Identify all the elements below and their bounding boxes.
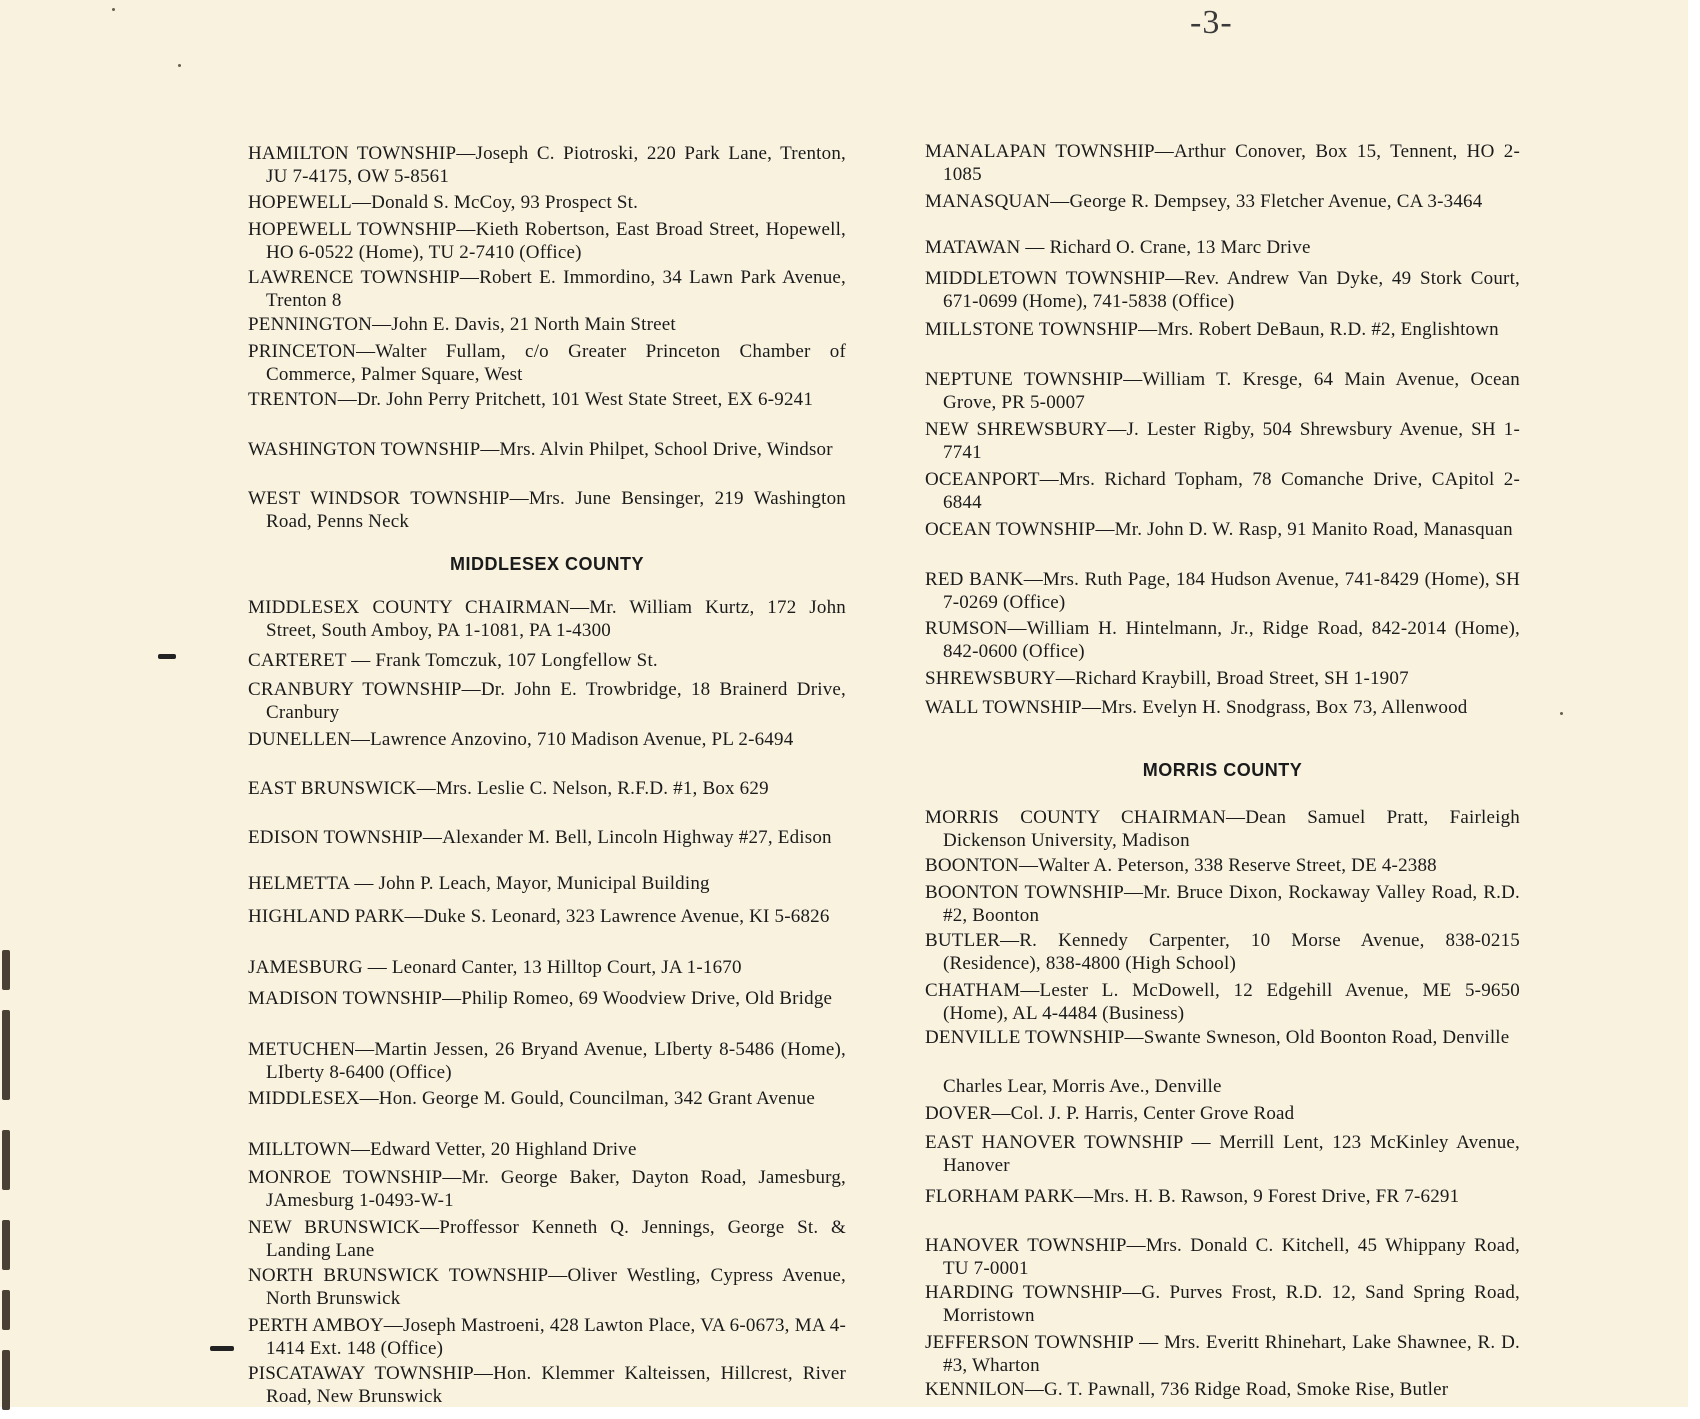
directory-entry: LAWRENCE TOWNSHIP—Robert E. Immordino, 34 Lawn Park Avenue, Trenton 8 <box>248 267 846 311</box>
margin-mark <box>158 654 176 659</box>
directory-entry: PRINCETON—Walter Fullam, c/o Greater Princeton Chamber of Commerce, Palmer Square, West <box>248 341 846 385</box>
directory-entry: HOPEWELL TOWNSHIP—Kieth Robertson, East Broad Street, Hopewell, HO 6-0522 (Home), TU 2-7410 (Office) <box>248 219 846 263</box>
directory-entry: HIGHLAND PARK—Duke S. Leonard, 323 Lawrence Avenue, KI 5-6826 <box>248 906 830 927</box>
directory-entry: MIDDLETOWN TOWNSHIP—Rev. Andrew Van Dyke, 49 Stork Court, 671-0699 (Home), 741-5838 (Office) <box>925 268 1520 312</box>
directory-entry: HANOVER TOWNSHIP—Mrs. Donald C. Kitchell, 45 Whippany Road, TU 7-0001 <box>925 1235 1520 1279</box>
directory-entry: NORTH BRUNSWICK TOWNSHIP—Oliver Westling, Cypress Avenue, North Brunswick <box>248 1265 846 1309</box>
directory-entry: HARDING TOWNSHIP—G. Purves Frost, R.D. 12, Sand Spring Road, Morristown <box>925 1282 1520 1326</box>
directory-entry: DUNELLEN—Lawrence Anzovino, 710 Madison Avenue, PL 2-6494 <box>248 729 794 750</box>
directory-entry: MONROE TOWNSHIP—Mr. George Baker, Dayton Road, Jamesburg, JAmesburg 1-0493-W-1 <box>248 1167 846 1211</box>
directory-entry: WEST WINDSOR TOWNSHIP—Mrs. June Bensinger, 219 Washington Road, Penns Neck <box>248 488 846 532</box>
directory-entry: BUTLER—R. Kennedy Carpenter, 10 Morse Avenue, 838-0215 (Residence), 838-4800 (High School) <box>925 930 1520 974</box>
directory-entry: MORRIS COUNTY CHAIRMAN—Dean Samuel Pratt, Fairleigh Dickenson University, Madison <box>925 807 1520 851</box>
directory-entry: HOPEWELL—Donald S. McCoy, 93 Prospect St. <box>248 192 639 213</box>
directory-entry: NEW BRUNSWICK—Proffessor Kenneth Q. Jennings, George St. & Landing Lane <box>248 1217 846 1261</box>
directory-entry: RED BANK—Mrs. Ruth Page, 184 Hudson Avenue, 741-8429 (Home), SH 7-0269 (Office) <box>925 569 1520 613</box>
directory-entry: CARTERET — Frank Tomczuk, 107 Longfellow St. <box>248 650 658 671</box>
directory-entry: MILLTOWN—Edward Vetter, 20 Highland Drive <box>248 1139 637 1160</box>
page-number: -3- <box>1190 4 1233 41</box>
directory-entry: BOONTON—Walter A. Peterson, 338 Reserve Street, DE 4-2388 <box>925 855 1437 876</box>
directory-entry: RUMSON—William H. Hintelmann, Jr., Ridge Road, 842-2014 (Home), 842-0600 (Office) <box>925 618 1520 662</box>
directory-entry: METUCHEN—Martin Jessen, 26 Bryand Avenue, LIberty 8-5486 (Home), LIberty 8-6400 (Office) <box>248 1039 846 1083</box>
directory-entry: Charles Lear, Morris Ave., Denville <box>943 1076 1222 1097</box>
directory-entry: FLORHAM PARK—Mrs. H. B. Rawson, 9 Forest Drive, FR 7-6291 <box>925 1186 1460 1207</box>
directory-entry: WALL TOWNSHIP—Mrs. Evelyn H. Snodgrass, Box 73, Allenwood <box>925 697 1468 718</box>
directory-entry: DENVILLE TOWNSHIP—Swante Swneson, Old Boonton Road, Denville <box>925 1027 1510 1048</box>
directory-entry: MIDDLESEX—Hon. George M. Gould, Councilman, 342 Grant Avenue <box>248 1088 815 1109</box>
directory-entry: PENNINGTON—John E. Davis, 21 North Main Street <box>248 314 676 335</box>
directory-entry: KENNILON—G. T. Pawnall, 736 Ridge Road, Smoke Rise, Butler <box>925 1379 1449 1400</box>
directory-entry: OCEAN TOWNSHIP—Mr. John D. W. Rasp, 91 Manito Road, Manasquan <box>925 519 1513 540</box>
directory-entry: NEPTUNE TOWNSHIP—William T. Kresge, 64 Main Avenue, Ocean Grove, PR 5-0007 <box>925 369 1520 413</box>
directory-entry: MADISON TOWNSHIP—Philip Romeo, 69 Woodview Drive, Old Bridge <box>248 988 833 1009</box>
directory-entry: EAST HANOVER TOWNSHIP — Merrill Lent, 123 McKinley Avenue, Hanover <box>925 1132 1520 1176</box>
directory-entry: HAMILTON TOWNSHIP—Joseph C. Piotroski, 220 Park Lane, Trenton, JU 7-4175, OW 5-8561 <box>248 143 846 187</box>
directory-entry: DOVER—Col. J. P. Harris, Center Grove Road <box>925 1103 1295 1124</box>
page-edge-right <box>1688 0 1700 1419</box>
directory-entry: OCEANPORT—Mrs. Richard Topham, 78 Comanche Drive, CApitol 2-6844 <box>925 469 1520 513</box>
directory-entry: JAMESBURG — Leonard Canter, 13 Hilltop Court, JA 1-1670 <box>248 957 742 978</box>
directory-entry: PERTH AMBOY—Joseph Mastroeni, 428 Lawton Place, VA 6-0673, MA 4-1414 Ext. 148 (Office) <box>248 1315 846 1359</box>
directory-entry: MIDDLESEX COUNTY CHAIRMAN—Mr. William Kurtz, 172 John Street, South Amboy, PA 1-1081, PA 1-4300 <box>248 597 846 641</box>
directory-entry: CRANBURY TOWNSHIP—Dr. John E. Trowbridge, 18 Brainerd Drive, Cranbury <box>248 679 846 723</box>
directory-entry: MANASQUAN—George R. Dempsey, 33 Fletcher Avenue, CA 3-3464 <box>925 191 1483 212</box>
directory-entry: CHATHAM—Lester L. McDowell, 12 Edgehill Avenue, ME 5-9650 (Home), AL 4-4484 (Business) <box>925 980 1520 1024</box>
page-edge-bottom <box>0 1407 1700 1419</box>
margin-mark <box>210 1346 234 1351</box>
directory-entry: BOONTON TOWNSHIP—Mr. Bruce Dixon, Rockaway Valley Road, R.D. #2, Boonton <box>925 882 1520 926</box>
directory-entry: TRENTON—Dr. John Perry Pritchett, 101 West State Street, EX 6-9241 <box>248 389 814 410</box>
county-heading: MORRIS COUNTY <box>1142 760 1303 780</box>
directory-entry: JEFFERSON TOWNSHIP — Mrs. Everitt Rhinehart, Lake Shawnee, R. D. #3, Wharton <box>925 1332 1520 1376</box>
directory-entry: NEW SHREWSBURY—J. Lester Rigby, 504 Shrewsbury Avenue, SH 1-7741 <box>925 419 1520 463</box>
directory-entry: EAST BRUNSWICK—Mrs. Leslie C. Nelson, R.F.D. #1, Box 629 <box>248 778 769 799</box>
directory-entry: MANALAPAN TOWNSHIP—Arthur Conover, Box 15, Tennent, HO 2-1085 <box>925 141 1520 185</box>
directory-entry: PISCATAWAY TOWNSHIP—Hon. Klemmer Kalteissen, Hillcrest, River Road, New Brunswick <box>248 1363 846 1407</box>
directory-entry: MILLSTONE TOWNSHIP—Mrs. Robert DeBaun, R.D. #2, Englishtown <box>925 319 1499 340</box>
directory-entry: EDISON TOWNSHIP—Alexander M. Bell, Lincoln Highway #27, Edison <box>248 827 832 848</box>
binding-edge-marks <box>0 930 14 1419</box>
directory-entry: WASHINGTON TOWNSHIP—Mrs. Alvin Philpet, School Drive, Windsor <box>248 439 833 460</box>
directory-entry: SHREWSBURY—Richard Kraybill, Broad Street, SH 1-1907 <box>925 668 1409 689</box>
directory-entry: MATAWAN — Richard O. Crane, 13 Marc Drive <box>925 237 1311 258</box>
county-heading: MIDDLESEX COUNTY <box>449 554 644 574</box>
directory-entry: HELMETTA — John P. Leach, Mayor, Municipal Building <box>248 873 710 894</box>
